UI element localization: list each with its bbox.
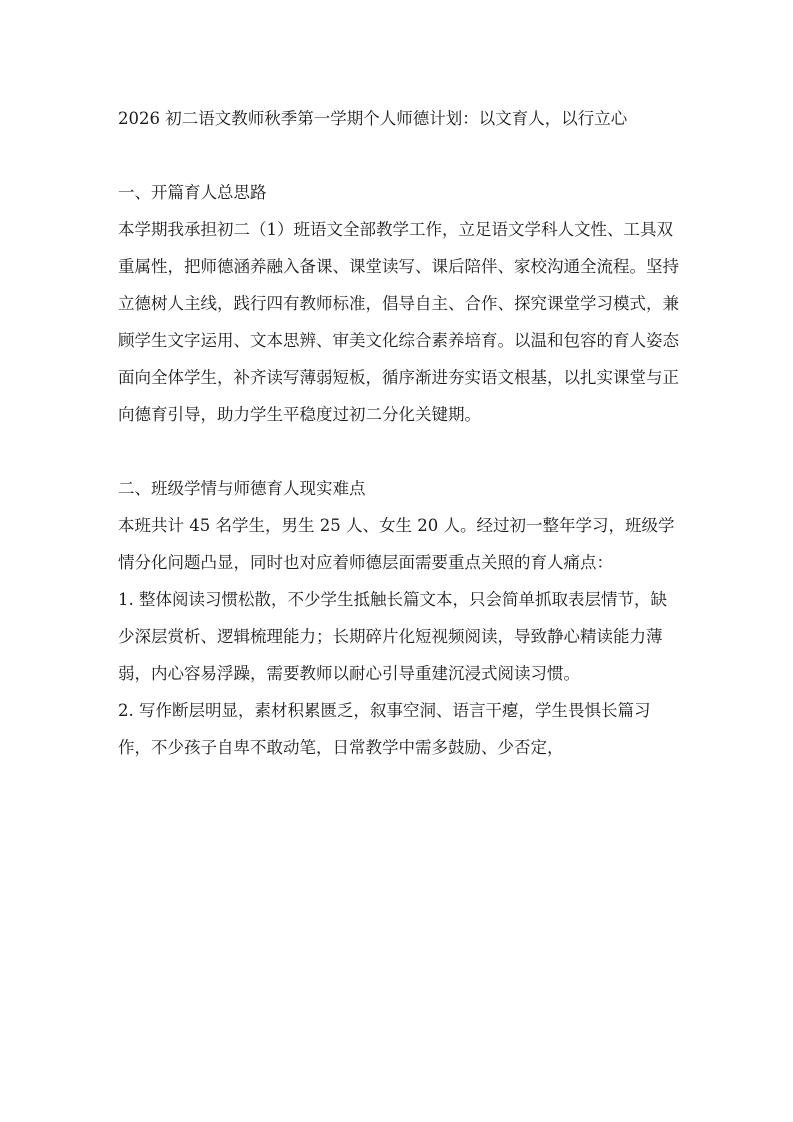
section-1-heading: 一、开篇育人总思路 [118, 183, 267, 202]
spacer [118, 137, 680, 174]
section-2-heading: 二、班级学情与师德育人现实难点 [118, 479, 366, 498]
section-2-item-1: 1. 整体阅读习惯松散，不少学生抵触长篇文本，只会简单抓取表层情节，缺少深层赏析、逻辑梳理能力；长期碎片化短视频阅读，导致静心精读能力薄弱，内心容易浮躁，需要教师以耐心引导重建沉浸式阅读习惯。 [118, 590, 667, 683]
section-2-item-2: 2. 写作断层明显，素材积累匮乏，叙事空洞、语言干瘪，学生畏惧长篇习作，不少孩子自卑不敢动笔，日常教学中需多鼓励、少否定， [118, 701, 651, 757]
section-2-intro: 本班共计 45 名学生，男生 25 人、女生 20 人。经过初一整年学习，班级学情分化问题凸显，同时也对应着师德层面需要重点关照的育人痛点： [118, 516, 675, 572]
section-1-paragraph: 本学期我承担初二（1）班语文全部教学工作，立足语文学科人文性、工具双重属性，把师德涵养融入备课、课堂读写、课后陪伴、家校沟通全流程。坚持立德树人主线，践行四有教师标准，倡导自主、合作、探究课堂学习模式，兼顾学生文字运用、文本思辨、审美文化综合素养培育。以温和包容的育人姿态面向全体学生，补齐读写薄弱短板，循序渐进夯实语文根基，以扎实课堂与正向德育引导，助力学生平稳度过初二分化关键期。 [118, 220, 679, 424]
document-page [118, 100, 680, 766]
spacer [118, 433, 680, 470]
document-title: 2026 初二语文教师秋季第一学期个人师德计划：以文育人，以行立心 [118, 109, 628, 128]
